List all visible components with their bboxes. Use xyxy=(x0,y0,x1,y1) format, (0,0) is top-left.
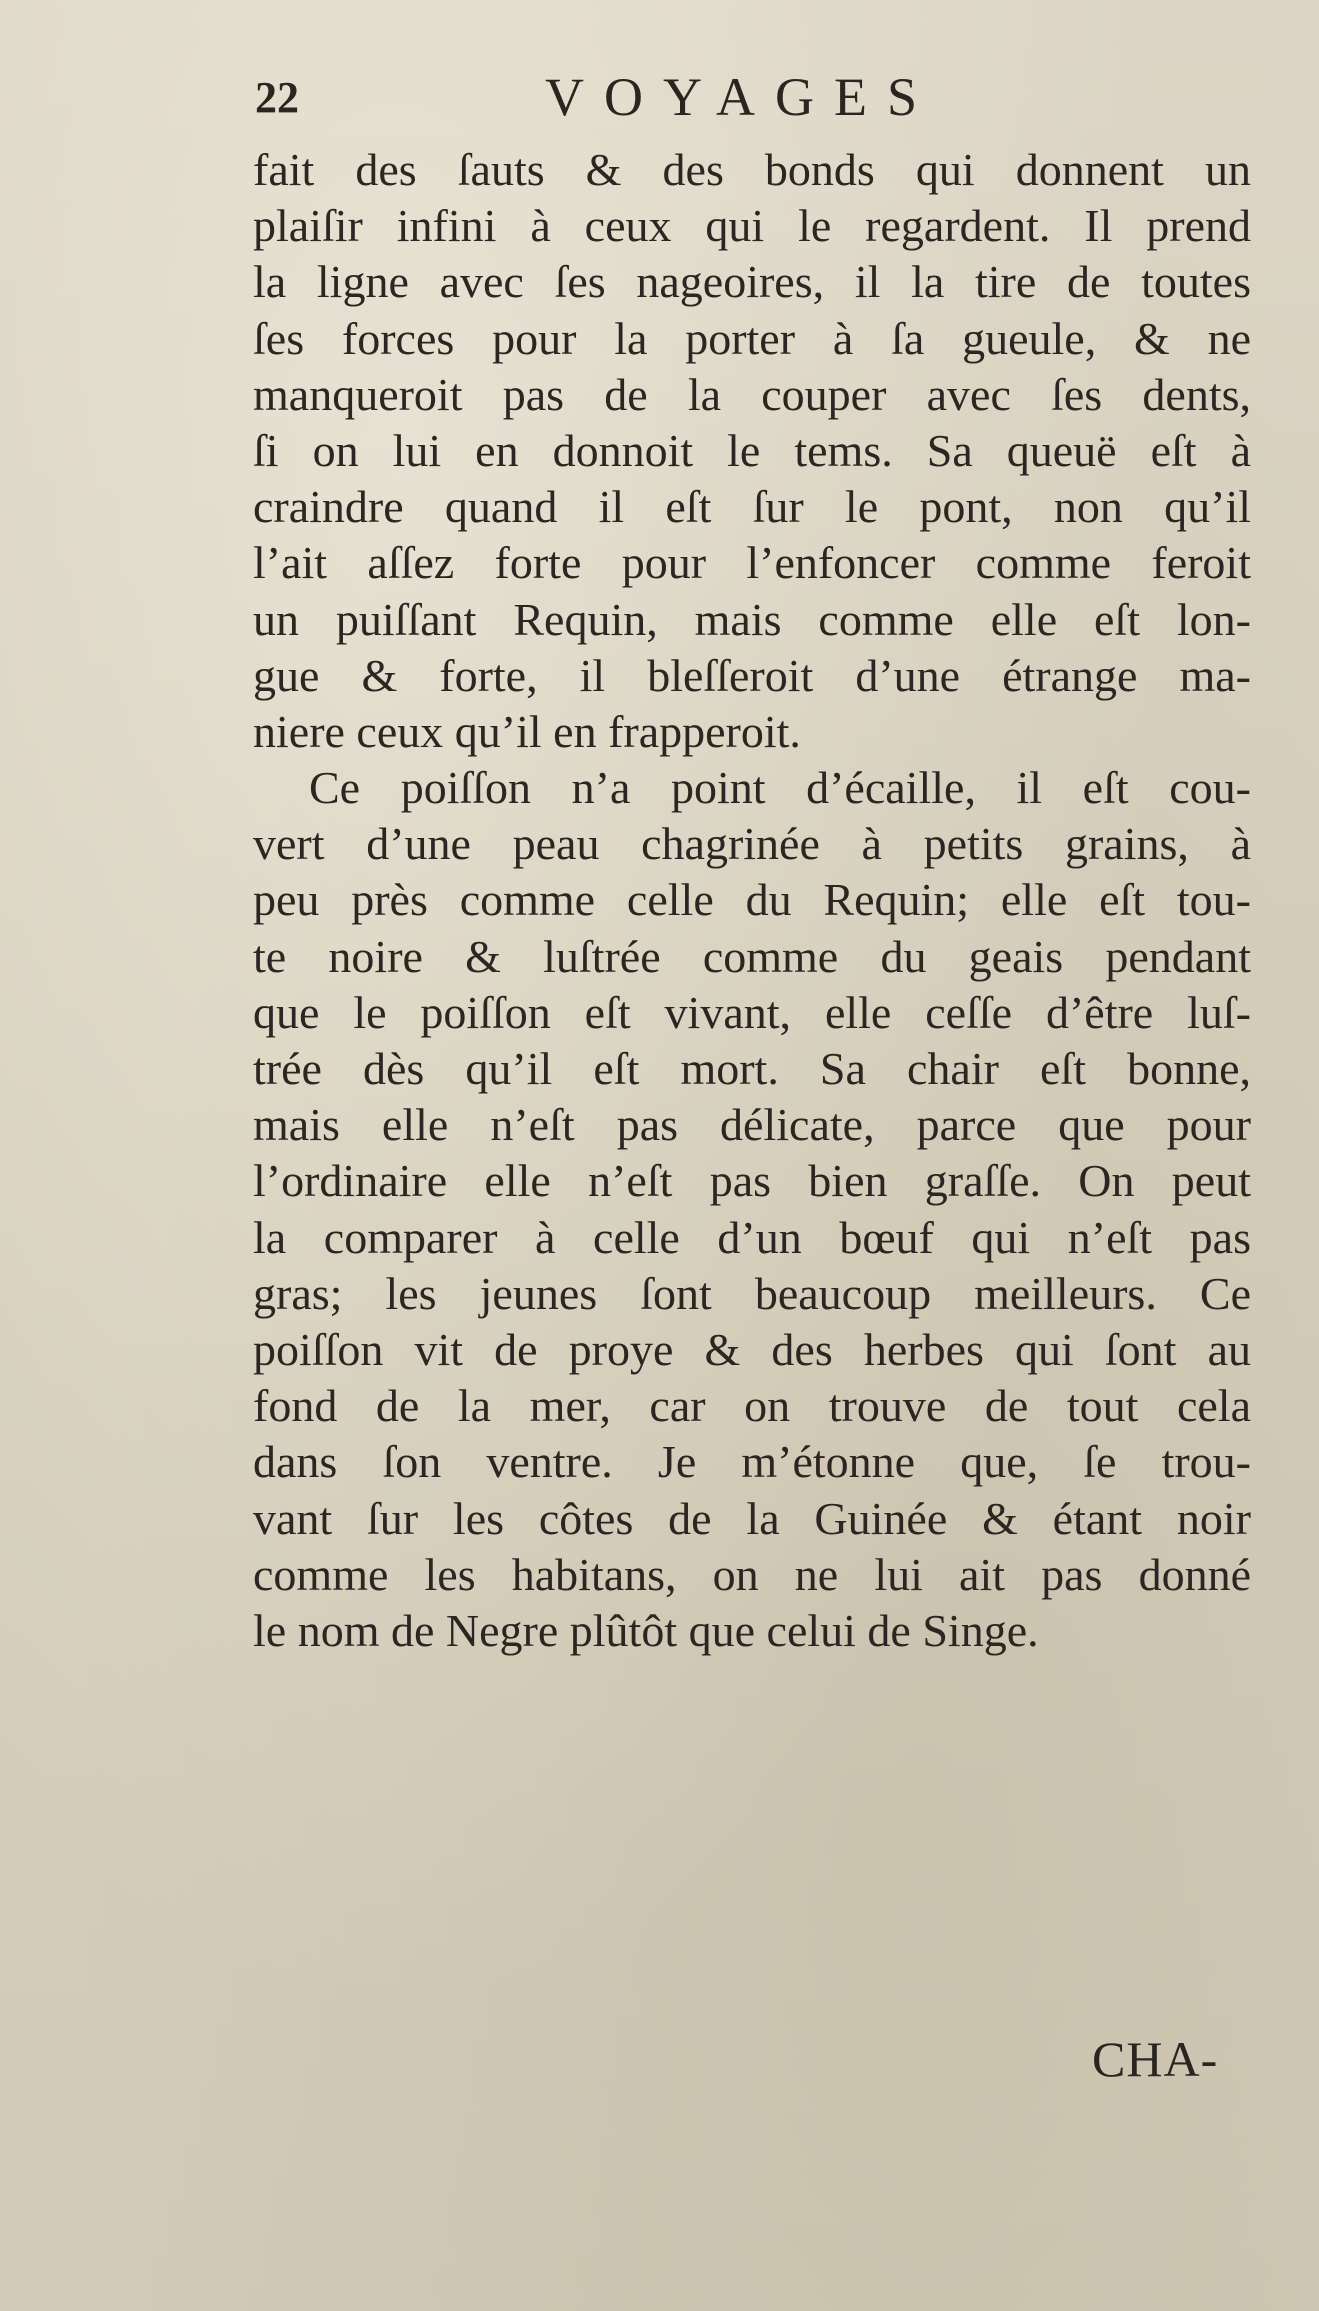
text-line: gue & forte, il bleſſeroit d’une étrange ma- xyxy=(253,649,1251,701)
text-line: niere ceux qu’il en frapperoit. xyxy=(253,705,801,757)
text-line: dans ſon ventre. Je m’étonne que, ſe trou- xyxy=(253,1436,1251,1488)
body-text xyxy=(253,142,1251,1659)
text-line: l’ait aſſez forte pour l’enfoncer comme feroit xyxy=(253,537,1251,589)
catchword: CHA- xyxy=(1092,2031,1219,2087)
text-line: le nom de Negre plûtôt que celui de Singe. xyxy=(253,1604,1039,1656)
text-line: un puiſſant Requin, mais comme elle eſt lon- xyxy=(253,593,1251,645)
text-line: l’ordinaire elle n’eſt pas bien graſſe. On peut xyxy=(253,1155,1251,1207)
page-number: 22 xyxy=(255,73,299,122)
text-line: poiſſon vit de proye & des herbes qui ſont au xyxy=(253,1323,1251,1375)
text-line: trée dès qu’il eſt mort. Sa chair eſt bonne, xyxy=(253,1043,1251,1094)
running-title: VOYAGES xyxy=(545,67,938,127)
text-line: la comparer à celle d’un bœuf qui n’eſt pas xyxy=(253,1211,1251,1263)
text-line: plaiſir infini à ceux qui le regardent. Il prend xyxy=(253,200,1251,252)
text-line: fond de la mer, car on trouve de tout cela xyxy=(253,1380,1251,1432)
page-header xyxy=(255,62,1255,132)
text-line: la ligne avec ſes nageoires, il la tire de toutes xyxy=(253,256,1251,308)
text-line: te noire & luſtrée comme du geais pendant xyxy=(253,930,1251,982)
text-line: craindre quand il eſt ſur le pont, non qu’il xyxy=(253,481,1251,533)
text-line: comme les habitans, on ne lui ait pas donné xyxy=(253,1548,1251,1600)
text-line: que le poiſſon eſt vivant, elle ceſſe d’être luſ- xyxy=(253,986,1251,1038)
text-line: Ce poiſſon n’a point d’écaille, il eſt cou- xyxy=(309,762,1251,814)
text-line: mais elle n’eſt pas délicate, parce que pour xyxy=(253,1099,1251,1151)
text-line: peu près comme celle du Requin; elle eſt tou- xyxy=(253,874,1251,926)
text-line: vert d’une peau chagrinée à petits grains, à xyxy=(253,818,1251,870)
text-line: fait des ſauts & des bonds qui donnent un xyxy=(253,144,1251,195)
text-line: gras; les jeunes ſont beaucoup meilleurs. Ce xyxy=(253,1267,1251,1319)
text-line: vant ſur les côtes de la Guinée & étant noir xyxy=(253,1492,1251,1544)
text-line: ſi on lui en donnoit le tems. Sa queuë eſt à xyxy=(253,424,1251,476)
text-line: ſes forces pour la porter à ſa gueule, & ne xyxy=(253,312,1251,364)
text-line: manqueroit pas de la couper avec ſes dents, xyxy=(253,368,1251,420)
